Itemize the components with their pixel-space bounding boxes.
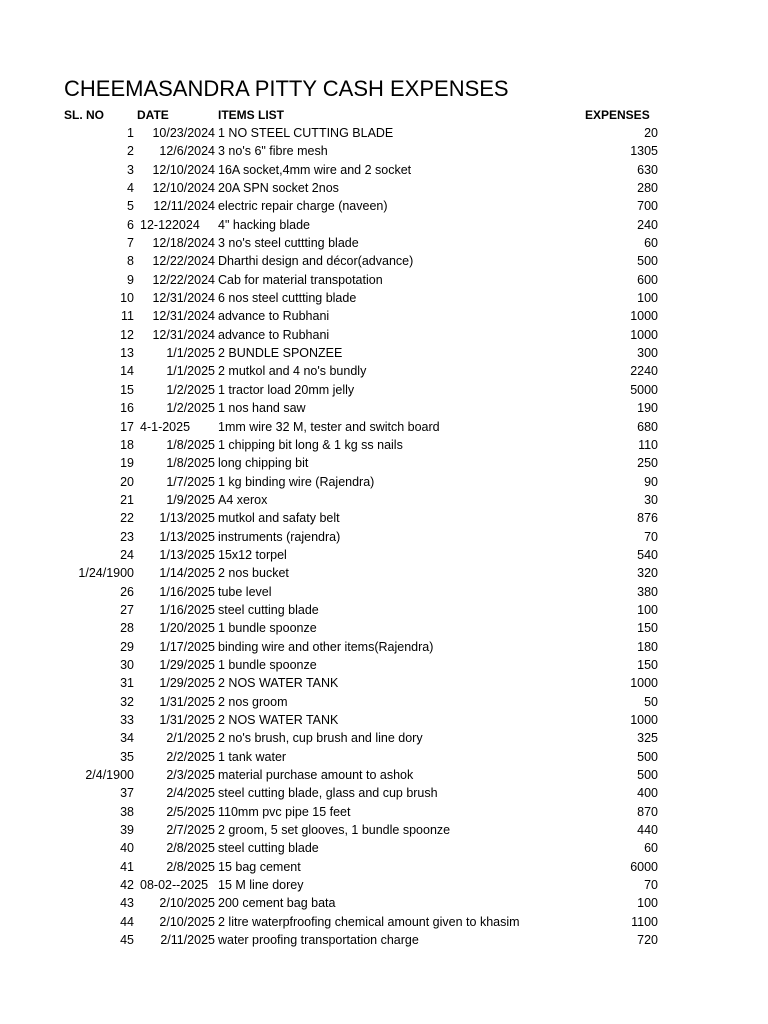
table-row [0, 803, 768, 821]
cell-sl-no: 27 [120, 602, 134, 617]
cell-expense: 60 [644, 236, 658, 251]
cell-sl-no: 12 [120, 327, 134, 342]
cell-item: 1 chipping bit long & 1 kg ss nails [218, 437, 403, 452]
cell-date: 2/2/2025 [166, 749, 215, 764]
table-row [0, 473, 768, 491]
cell-date: 12/10/2024 [152, 162, 215, 177]
cell-sl-no: 34 [120, 731, 134, 746]
cell-date: 2/10/2025 [159, 914, 215, 929]
cell-expense: 1100 [631, 914, 658, 929]
cell-date: 2/8/2025 [166, 841, 215, 856]
cell-sl-no: 14 [120, 364, 134, 379]
cell-date: 1/1/2025 [166, 364, 215, 379]
cell-date: 12/6/2024 [159, 144, 215, 159]
cell-sl-no: 11 [121, 309, 134, 324]
cell-date: 2/3/2025 [166, 768, 215, 783]
cell-expense: 2240 [630, 364, 658, 379]
cell-date: 1/14/2025 [159, 566, 215, 581]
cell-date: 08-02--2025 [140, 878, 209, 893]
cell-sl-no: 44 [120, 914, 134, 929]
table-row [0, 931, 768, 949]
cell-item: Dharthi design and décor(advance) [218, 254, 414, 269]
cell-expense: 325 [637, 731, 658, 746]
cell-date: 1/2/2025 [166, 382, 215, 397]
table-row [0, 289, 768, 307]
cell-expense: 90 [644, 474, 658, 489]
cell-sl-no: 19 [120, 456, 134, 471]
table-row [0, 619, 768, 637]
cell-expense: 240 [637, 217, 658, 232]
cell-sl-no: 32 [120, 694, 134, 709]
cell-expense: 6000 [630, 859, 658, 874]
cell-sl-no: 9 [127, 272, 134, 287]
cell-item: 3 no's 6" fibre mesh [218, 144, 328, 159]
cell-date: 1/17/2025 [159, 639, 215, 654]
cell-expense: 720 [637, 933, 658, 948]
cell-sl-no: 20 [120, 474, 134, 489]
cell-date: 4-1-2025 [140, 419, 191, 434]
cell-item: binding wire and other items(Rajendra) [218, 639, 434, 654]
header-date: DATE [137, 108, 169, 122]
cell-expense: 440 [637, 823, 658, 838]
cell-expense: 876 [637, 511, 658, 526]
cell-expense: 400 [637, 786, 658, 801]
cell-sl-no: 31 [120, 676, 134, 691]
table-row [0, 821, 768, 839]
cell-expense: 70 [644, 529, 658, 544]
cell-date: 1/13/2025 [159, 529, 215, 544]
cell-date: 1/20/2025 [159, 621, 215, 636]
cell-sl-no: 39 [120, 823, 134, 838]
cell-expense: 60 [644, 841, 658, 856]
cell-expense: 250 [637, 456, 658, 471]
table-row [0, 546, 768, 564]
cell-sl-no: 2/4/1900 [85, 768, 134, 783]
cell-item: 20A SPN socket 2nos [218, 181, 339, 196]
cell-date: 2/10/2025 [159, 896, 215, 911]
cell-item: 16A socket,4mm wire and 2 socket [218, 162, 412, 177]
page-title: CHEEMASANDRA PITTY CASH EXPENSES [64, 76, 509, 101]
cell-expense: 180 [637, 639, 658, 654]
cell-item: 6 nos steel cuttting blade [218, 291, 357, 306]
cell-expense: 500 [637, 749, 658, 764]
cell-item: 2 groom, 5 set glooves, 1 bundle spoonze [218, 823, 451, 838]
cell-item: 15 M line dorey [218, 878, 304, 893]
cell-sl-no: 38 [120, 804, 134, 819]
cell-sl-no: 23 [120, 529, 134, 544]
cell-sl-no: 7 [127, 236, 134, 251]
cell-item: 15 bag cement [218, 859, 301, 874]
cell-sl-no: 5 [127, 199, 134, 214]
cell-date: 12/18/2024 [152, 236, 215, 251]
cell-expense: 1000 [630, 309, 658, 324]
cell-date: 2/5/2025 [166, 804, 215, 819]
cell-sl-no: 21 [120, 492, 134, 507]
cell-date: 1/29/2025 [159, 676, 215, 691]
cell-sl-no: 22 [120, 511, 134, 526]
cell-sl-no: 42 [120, 878, 134, 893]
table-row [0, 142, 768, 160]
cell-sl-no: 4 [127, 181, 134, 196]
cell-item: mutkol and safaty belt [218, 511, 340, 526]
table-row [0, 729, 768, 747]
cell-sl-no: 45 [120, 933, 134, 948]
cell-sl-no: 1 [127, 126, 134, 140]
cell-date: 12/22/2024 [152, 254, 215, 269]
table-row [0, 252, 768, 270]
cell-item: 1 tank water [218, 749, 287, 764]
cell-date: 1/13/2025 [159, 511, 215, 526]
cell-date: 2/11/2025 [160, 933, 215, 948]
cell-item: electric repair charge (naveen) [218, 199, 388, 214]
cell-sl-no: 33 [120, 713, 134, 727]
cell-sl-no: 8 [127, 254, 134, 269]
table-row [0, 876, 768, 894]
table-row [0, 362, 768, 380]
cell-expense: 600 [637, 272, 658, 287]
cell-expense: 320 [637, 566, 658, 581]
cell-item: 1 bundle spoonze [218, 657, 317, 672]
cell-item: water proofing transportation charge [218, 933, 419, 948]
table-row [0, 583, 768, 601]
table-row [0, 748, 768, 766]
table-row [0, 326, 768, 344]
cell-date: 1/29/2025 [159, 657, 215, 672]
table-row [0, 197, 768, 215]
cell-expense: 190 [637, 401, 658, 416]
cell-sl-no: 24 [120, 547, 134, 562]
cell-date: 10/23/2024 [152, 126, 215, 140]
cell-sl-no: 3 [127, 162, 134, 177]
table-row [0, 858, 768, 876]
table-row [0, 234, 768, 252]
cell-item: 1 kg binding wire (Rajendra) [218, 474, 375, 489]
cell-expense: 100 [637, 896, 658, 911]
table-row [0, 601, 768, 619]
table-row [0, 307, 768, 325]
table-row [0, 528, 768, 546]
cell-expense: 5000 [630, 382, 658, 397]
cell-item: 2 NOS WATER TANK [218, 713, 339, 727]
cell-expense: 150 [637, 657, 658, 672]
cell-sl-no: 1/24/1900 [78, 566, 134, 581]
table-row [0, 693, 768, 711]
cell-date: 1/13/2025 [159, 547, 215, 562]
cell-item: 2 nos bucket [218, 566, 289, 581]
cell-date: 12/11/2024 [153, 199, 215, 214]
cell-date: 1/8/2025 [166, 437, 215, 452]
cell-expense: 110 [638, 437, 658, 452]
table-row [0, 491, 768, 509]
cell-item: 2 no's brush, cup brush and line dory [218, 731, 423, 746]
table-row [0, 271, 768, 289]
cell-item: 1 nos hand saw [218, 401, 306, 416]
table-row [0, 399, 768, 417]
cell-item: 2 mutkol and 4 no's bundly [218, 364, 367, 379]
cell-sl-no: 15 [120, 382, 134, 397]
cell-item: 2 NOS WATER TANK [218, 676, 339, 691]
cell-sl-no: 13 [120, 346, 134, 361]
cell-date: 12/31/2024 [152, 291, 215, 306]
cell-sl-no: 6 [127, 217, 134, 232]
table-row [0, 509, 768, 527]
cell-sl-no: 18 [120, 437, 134, 452]
cell-date: 1/8/2025 [166, 456, 215, 471]
table-row [0, 656, 768, 674]
cell-item: 200 cement bag bata [218, 896, 336, 911]
cell-item: 3 no's steel cuttting blade [218, 236, 359, 251]
cell-expense: 540 [637, 547, 658, 562]
cell-expense: 300 [637, 346, 658, 361]
cell-date: 1/1/2025 [166, 346, 215, 361]
header-sl-no: SL. NO [64, 108, 105, 122]
cell-date: 2/1/2025 [166, 731, 215, 746]
cell-expense: 150 [637, 621, 658, 636]
cell-expense: 680 [637, 419, 658, 434]
cell-sl-no: 43 [120, 896, 134, 911]
table-row [0, 784, 768, 802]
cell-date: 12-122024 [140, 217, 200, 232]
table-row [0, 454, 768, 472]
cell-item: advance to Rubhani [218, 309, 330, 324]
table-row [0, 839, 768, 857]
cell-sl-no: 40 [120, 841, 134, 856]
cell-item: 1 NO STEEL CUTTING BLADE [218, 126, 394, 140]
cell-item: A4 xerox [218, 492, 268, 507]
table-row [0, 564, 768, 582]
table-row [0, 418, 768, 436]
table-row [0, 638, 768, 656]
table-row [0, 674, 768, 692]
cell-date: 1/31/2025 [159, 713, 215, 727]
table-row [0, 913, 768, 931]
cell-item: steel cutting blade [218, 841, 319, 856]
cell-item: 1 tractor load 20mm jelly [218, 382, 355, 397]
cell-sl-no: 16 [120, 401, 134, 416]
cell-item: material purchase amount to ashok [218, 768, 414, 783]
cell-expense: 630 [637, 162, 658, 177]
cell-date: 1/16/2025 [159, 584, 215, 599]
header-items-list: ITEMS LIST [218, 108, 284, 122]
cell-item: Cab for material transpotation [218, 272, 383, 287]
cell-expense: 380 [637, 584, 658, 599]
cell-sl-no: 29 [120, 639, 134, 654]
cell-expense: 500 [637, 254, 658, 269]
cell-date: 12/31/2024 [152, 309, 215, 324]
cell-date: 1/31/2025 [159, 694, 215, 709]
table-row [0, 344, 768, 362]
cell-date: 12/22/2024 [152, 272, 215, 287]
cell-expense: 100 [637, 602, 658, 617]
cell-date: 12/31/2024 [152, 327, 215, 342]
expense-table [0, 124, 768, 949]
table-row [0, 894, 768, 912]
cell-date: 2/4/2025 [166, 786, 215, 801]
table-row [0, 124, 768, 142]
cell-sl-no: 35 [120, 749, 134, 764]
cell-date: 2/7/2025 [166, 823, 215, 838]
cell-expense: 500 [637, 768, 658, 783]
cell-item: 1mm wire 32 M, tester and switch board [218, 419, 440, 434]
cell-item: long chipping bit [218, 456, 309, 471]
cell-sl-no: 41 [120, 859, 134, 874]
cell-item: 4" hacking blade [218, 217, 311, 232]
cell-item: 2 BUNDLE SPONZEE [218, 346, 343, 361]
cell-item: steel cutting blade, glass and cup brush [218, 786, 438, 801]
cell-date: 1/7/2025 [166, 474, 215, 489]
table-row [0, 436, 768, 454]
cell-expense: 1305 [630, 144, 658, 159]
header-expenses: EXPENSES [585, 108, 650, 122]
cell-item: 15x12 torpel [218, 547, 287, 562]
cell-date: 1/2/2025 [166, 401, 215, 416]
table-row [0, 381, 768, 399]
cell-sl-no: 37 [120, 786, 134, 801]
cell-sl-no: 28 [120, 621, 134, 636]
cell-expense: 280 [637, 181, 658, 196]
cell-sl-no: 30 [120, 657, 134, 672]
table-row [0, 179, 768, 197]
cell-expense: 100 [637, 291, 658, 306]
cell-expense: 1000 [630, 676, 658, 691]
table-row [0, 216, 768, 234]
cell-item: 2 nos groom [218, 694, 288, 709]
cell-item: steel cutting blade [218, 602, 319, 617]
cell-item: 2 litre waterpfroofing chemical amount given to khasim [218, 914, 520, 929]
table-row [0, 161, 768, 179]
cell-expense: 1000 [630, 713, 658, 727]
cell-expense: 30 [644, 492, 658, 507]
cell-expense: 1000 [630, 327, 658, 342]
cell-date: 1/16/2025 [159, 602, 215, 617]
cell-expense: 20 [644, 126, 658, 140]
cell-expense: 70 [644, 878, 658, 893]
cell-expense: 870 [637, 804, 658, 819]
cell-item: advance to Rubhani [218, 327, 330, 342]
cell-expense: 700 [637, 199, 658, 214]
cell-expense: 50 [644, 694, 658, 709]
cell-sl-no: 17 [120, 419, 134, 434]
table-row [0, 711, 768, 729]
cell-item: tube level [218, 584, 272, 599]
cell-item: 1 bundle spoonze [218, 621, 317, 636]
cell-date: 12/10/2024 [152, 181, 215, 196]
cell-date: 2/8/2025 [166, 859, 215, 874]
cell-sl-no: 26 [120, 584, 134, 599]
cell-sl-no: 2 [127, 144, 134, 159]
cell-sl-no: 10 [120, 291, 134, 306]
cell-date: 1/9/2025 [166, 492, 215, 507]
table-row [0, 766, 768, 784]
cell-item: instruments (rajendra) [218, 529, 341, 544]
cell-item: 110mm pvc pipe 15 feet [218, 804, 351, 819]
